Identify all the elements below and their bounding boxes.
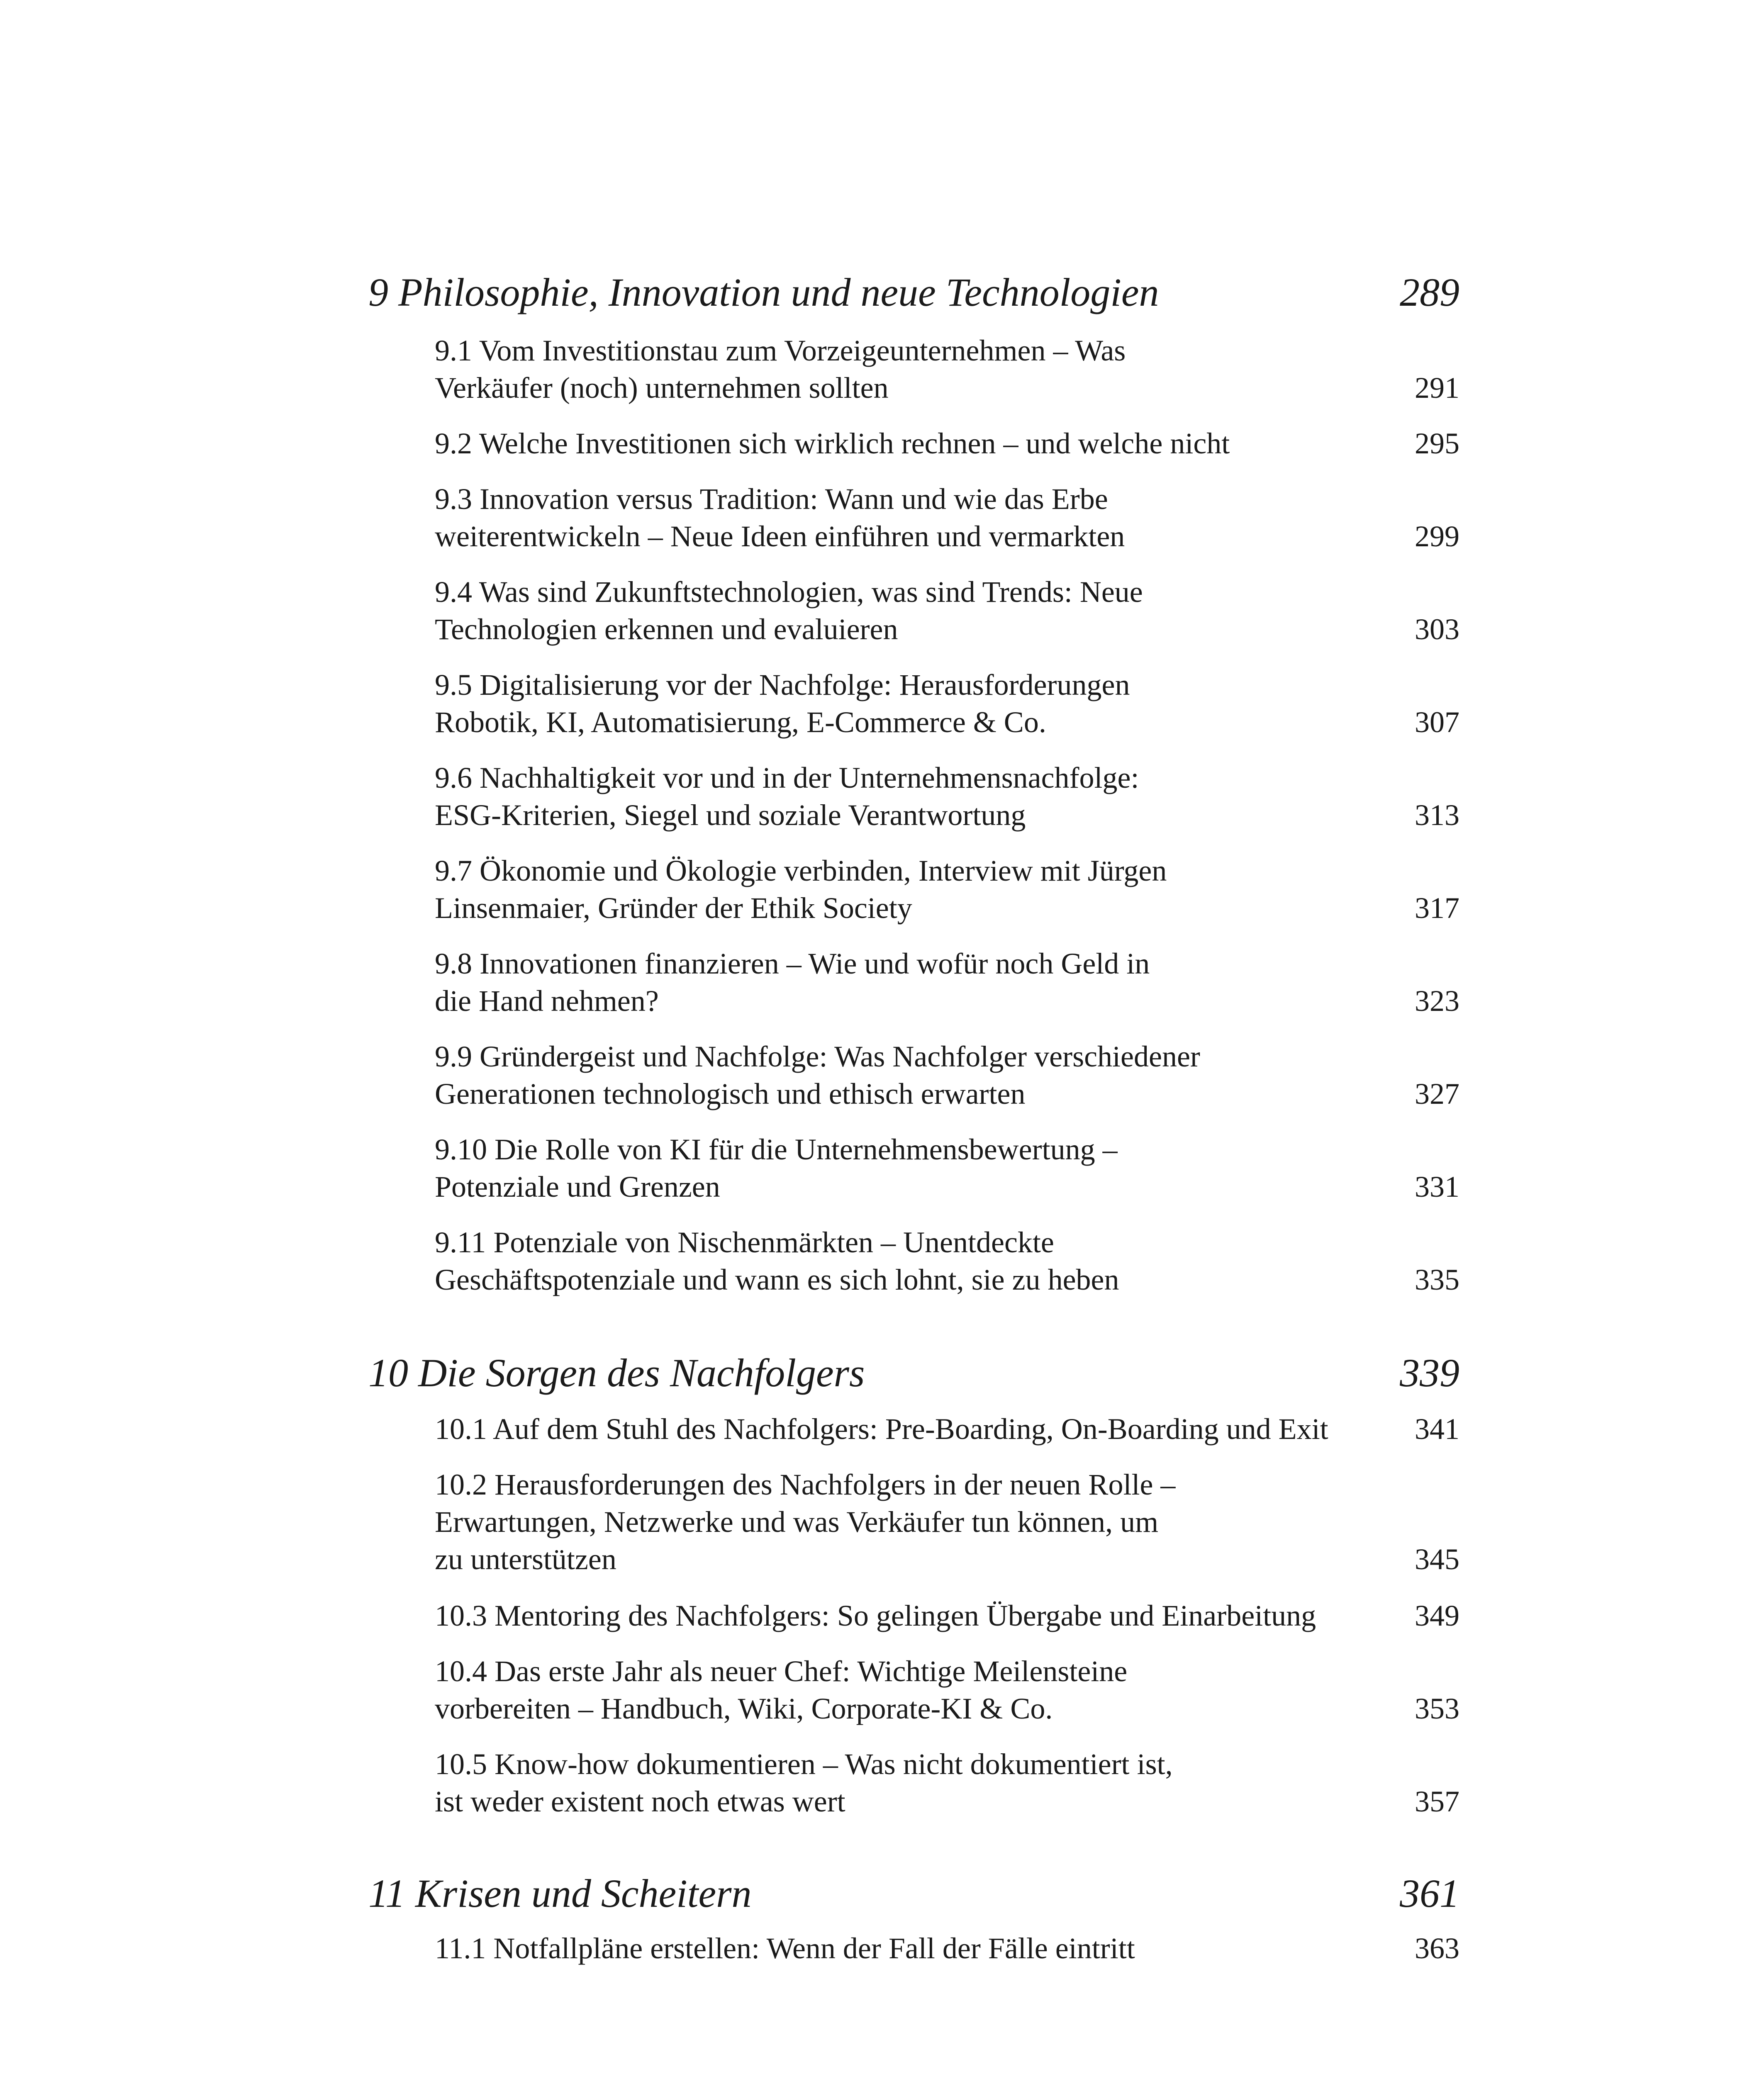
entry-text-line: 10.5 Know-how dokumentieren – Was nicht dokumentiert ist, xyxy=(435,1748,1173,1781)
toc-entry xyxy=(435,852,1459,927)
entry-text-line: 9.1 Vom Investitionstau zum Vorzeigeunternehmen – Was xyxy=(435,334,1126,367)
entry-text-line: Technologien erkennen und evaluieren xyxy=(435,613,898,646)
toc-entry xyxy=(435,1131,1459,1205)
entry-text-line: ESG-Kriterien, Siegel und soziale Verantwortung xyxy=(435,798,1026,832)
toc-entry xyxy=(435,1930,1459,1967)
chapter-heading xyxy=(368,1871,1459,1916)
entry-text-line: Potenziale und Grenzen xyxy=(435,1170,720,1203)
toc-entry xyxy=(435,666,1459,741)
chapter-page-number: 339 xyxy=(1400,1351,1459,1395)
entry-page-number: 335 xyxy=(1415,1263,1459,1296)
entry-page-number: 341 xyxy=(1415,1412,1459,1446)
entry-page-number: 291 xyxy=(1415,371,1459,404)
entry-text-line: 9.2 Welche Investitionen sich wirklich rechnen – und welche nicht xyxy=(435,427,1230,460)
entry-text-line: 10.3 Mentoring des Nachfolgers: So gelingen Übergabe und Einarbeitung xyxy=(435,1599,1316,1632)
toc-entry xyxy=(435,573,1459,648)
entry-text-line: 9.10 Die Rolle von KI für die Unternehmensbewertung – xyxy=(435,1133,1118,1166)
entry-text-line: 9.3 Innovation versus Tradition: Wann und wie das Erbe xyxy=(435,482,1108,516)
entry-text-line: 9.7 Ökonomie und Ökologie verbinden, Interview mit Jürgen xyxy=(435,854,1167,887)
entry-text-line: 9.5 Digitalisierung vor der Nachfolge: Herausforderungen xyxy=(435,668,1130,701)
entry-page-number: 327 xyxy=(1415,1077,1459,1110)
entry-text-line: Geschäftspotenziale und wann es sich lohnt, sie zu heben xyxy=(435,1263,1119,1296)
entry-page-number: 307 xyxy=(1415,706,1459,739)
entry-page-number: 349 xyxy=(1415,1599,1459,1632)
chapter-page-number: 289 xyxy=(1400,270,1459,314)
toc-entry xyxy=(435,945,1459,1020)
entry-text-line: ist weder existent noch etwas wert xyxy=(435,1785,845,1818)
entry-text-line: 10.1 Auf dem Stuhl des Nachfolgers: Pre-Boarding, On-Boarding und Exit xyxy=(435,1412,1328,1446)
chapter-page-number: 361 xyxy=(1400,1871,1459,1916)
entry-text-line: 9.9 Gründergeist und Nachfolge: Was Nachfolger verschiedener xyxy=(435,1040,1200,1073)
toc-entry xyxy=(435,1653,1459,1727)
chapter-heading xyxy=(368,270,1459,315)
chapter-title: 10 Die Sorgen des Nachfolgers xyxy=(368,1351,865,1395)
toc-entry xyxy=(435,759,1459,834)
toc-entry xyxy=(435,332,1459,407)
entry-text-line: Erwartungen, Netzwerke und was Verkäufer tun können, um xyxy=(435,1505,1159,1538)
entry-page-number: 345 xyxy=(1415,1543,1459,1576)
entry-text-line: 10.4 Das erste Jahr als neuer Chef: Wichtige Meilensteine xyxy=(435,1655,1128,1688)
toc-entry xyxy=(435,1597,1459,1634)
toc-entry xyxy=(435,1038,1459,1112)
chapter-title: 11 Krisen und Scheitern xyxy=(368,1871,752,1916)
entry-page-number: 317 xyxy=(1415,891,1459,925)
entry-text-line: Linsenmaier, Gründer der Ethik Society xyxy=(435,891,912,925)
entry-text-line: zu unterstützen xyxy=(435,1543,616,1576)
entry-page-number: 363 xyxy=(1415,1932,1459,1965)
entry-page-number: 295 xyxy=(1415,427,1459,460)
entry-text-line: 11.1 Notfallpläne erstellen: Wenn der Fall der Fälle eintritt xyxy=(435,1932,1135,1965)
toc-entry xyxy=(435,480,1459,555)
entry-page-number: 299 xyxy=(1415,520,1459,553)
chapter-heading xyxy=(368,1350,1459,1396)
entry-text-line: 9.6 Nachhaltigkeit vor und in der Unternehmensnachfolge: xyxy=(435,761,1139,794)
entry-text-line: 9.4 Was sind Zukunftstechnologien, was sind Trends: Neue xyxy=(435,575,1143,609)
entry-text-line: 9.8 Innovationen finanzieren – Wie und wofür noch Geld in xyxy=(435,947,1150,980)
entry-text-line: die Hand nehmen? xyxy=(435,984,659,1018)
chapter-title: 9 Philosophie, Innovation und neue Technologien xyxy=(368,270,1159,314)
toc-entry xyxy=(435,1466,1459,1578)
entry-page-number: 303 xyxy=(1415,613,1459,646)
toc-entry xyxy=(435,1410,1459,1448)
entry-text-line: 9.11 Potenziale von Nischenmärkten – Unentdeckte xyxy=(435,1226,1054,1259)
entry-page-number: 331 xyxy=(1415,1170,1459,1203)
entry-text-line: vorbereiten – Handbuch, Wiki, Corporate-KI & Co. xyxy=(435,1692,1053,1725)
entry-text-line: 10.2 Herausforderungen des Nachfolgers in der neuen Rolle – xyxy=(435,1468,1176,1501)
entry-text-line: Verkäufer (noch) unternehmen sollten xyxy=(435,371,889,404)
entry-text-line: weiterentwickeln – Neue Ideen einführen und vermarkten xyxy=(435,520,1125,553)
entry-page-number: 323 xyxy=(1415,984,1459,1018)
toc-entry xyxy=(435,425,1459,462)
entry-page-number: 353 xyxy=(1415,1692,1459,1725)
entry-page-number: 313 xyxy=(1415,798,1459,832)
toc-entry xyxy=(435,1224,1459,1298)
entry-text-line: Generationen technologisch und ethisch erwarten xyxy=(435,1077,1026,1110)
toc-entry xyxy=(435,1745,1459,1820)
entry-text-line: Robotik, KI, Automatisierung, E-Commerce & Co. xyxy=(435,706,1046,739)
entry-page-number: 357 xyxy=(1415,1785,1459,1818)
